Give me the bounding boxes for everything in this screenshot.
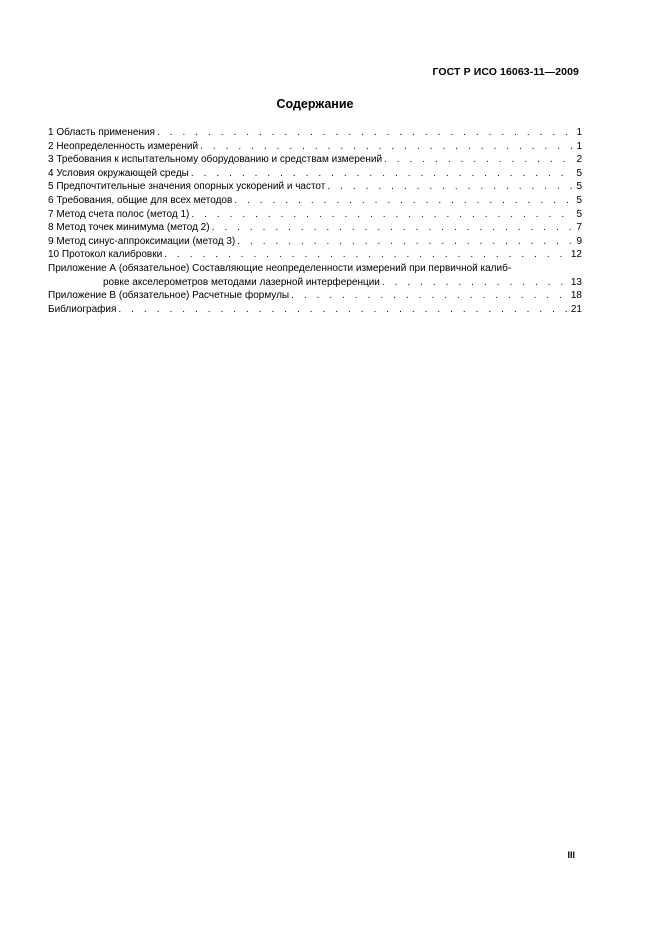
- toc-leader-dots: [291, 289, 569, 303]
- document-code: ГОСТ Р ИСО 16063-11—2009: [432, 66, 579, 78]
- toc-leader-dots: [191, 208, 574, 222]
- toc-entry-label: Библиография: [48, 303, 117, 315]
- toc-entry-8[interactable]: [48, 221, 582, 235]
- toc-entry-appendix-b[interactable]: [48, 289, 582, 303]
- toc-entry-7[interactable]: [48, 208, 582, 222]
- toc-entry-page: 13: [570, 276, 582, 288]
- toc-entry-page: 12: [570, 249, 582, 261]
- toc-entry-label-continued: ровке акселерометров методами лазерной интерференции: [103, 276, 380, 288]
- toc-entry-appendix-a[interactable]: [48, 262, 582, 289]
- toc-entry-label: Приложение В (обязательное) Расчетные формулы: [48, 290, 290, 302]
- toc-entry-page: 1: [576, 127, 582, 138]
- toc-entry-page: 7: [576, 222, 582, 234]
- toc-entry-label: 7 Метод счета полос (метод 1): [48, 208, 190, 220]
- toc-entry-label: 4 Условия окружающей среды: [48, 167, 189, 179]
- toc-entry-label: 9 Метод синус-аппроксимации (метод 3): [48, 235, 236, 247]
- toc-entry-label: 6 Требования, общие для всех методов: [48, 194, 233, 206]
- toc-entry-label: 2 Неопределенность измерений: [48, 140, 199, 152]
- toc-leader-dots: [234, 194, 574, 208]
- toc-entry-label: 10 Протокол калибровки: [48, 249, 163, 261]
- toc-entry-3[interactable]: [48, 153, 582, 167]
- toc-entry-label: 8 Метод точек минимума (метод 2): [48, 222, 210, 234]
- toc-entry-5[interactable]: [48, 180, 582, 194]
- table-of-contents: [48, 126, 582, 316]
- toc-title: Содержание: [276, 97, 354, 111]
- page-number: III: [567, 850, 575, 860]
- toc-leader-dots: [200, 140, 574, 154]
- toc-entry-page: 1: [576, 140, 582, 152]
- toc-entry-page: 5: [576, 194, 582, 206]
- toc-entry-page: 9: [576, 235, 582, 247]
- toc-leader-dots: [157, 126, 574, 140]
- toc-leader-dots: [384, 153, 574, 167]
- toc-entry-1[interactable]: [48, 126, 582, 140]
- toc-entry-page: 5: [576, 208, 582, 220]
- toc-entry-bibliography[interactable]: [48, 303, 582, 317]
- toc-entry-4[interactable]: [48, 167, 582, 181]
- toc-leader-dots: [212, 221, 575, 235]
- toc-entry-page: 18: [570, 290, 582, 302]
- toc-leader-dots: [191, 167, 575, 181]
- toc-leader-dots: [164, 248, 569, 262]
- toc-entry-label: 1 Область применения: [48, 127, 155, 138]
- toc-leader-dots: [237, 235, 574, 249]
- toc-entry-10[interactable]: [48, 248, 582, 262]
- toc-entry-label: Приложение А (обязательное) Составляющие неопределенности измерений при первичной калиб-: [48, 262, 512, 274]
- toc-leader-dots: [327, 180, 574, 194]
- toc-entry-page: 5: [576, 181, 582, 193]
- toc-entry-label: 5 Предпочтительные значения опорных ускорений и частот: [48, 181, 326, 193]
- toc-entry-9[interactable]: [48, 235, 582, 249]
- toc-leader-dots: [382, 276, 569, 290]
- toc-entry-6[interactable]: [48, 194, 582, 208]
- toc-entry-page: 5: [576, 167, 582, 179]
- toc-entry-label: 3 Требования к испытательному оборудованию и средствам измерений: [48, 154, 383, 166]
- toc-entry-2[interactable]: [48, 140, 582, 154]
- toc-entry-page: 2: [576, 154, 582, 166]
- toc-leader-dots: [118, 303, 568, 317]
- toc-entry-page: 21: [570, 303, 582, 315]
